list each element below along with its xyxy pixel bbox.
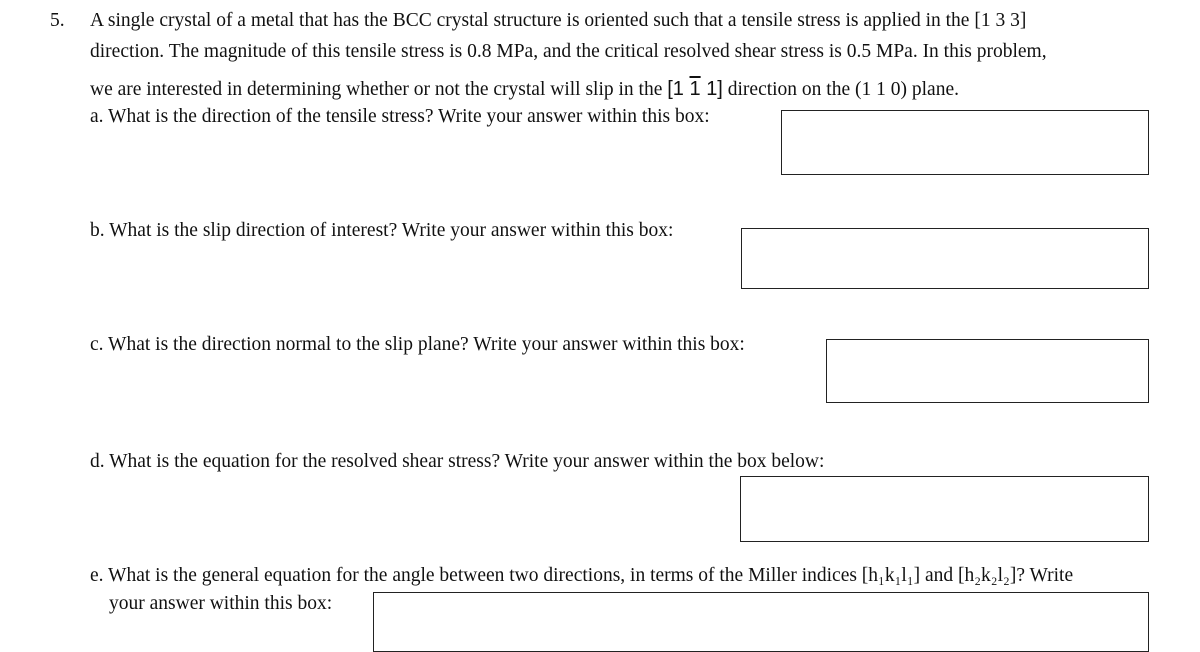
slip-direction-notation xyxy=(667,78,723,100)
question-a-text: a. What is the direction of the tensile stress? Write your answer within this box: xyxy=(90,106,710,127)
answer-box-c[interactable] xyxy=(826,339,1149,403)
answer-box-d[interactable] xyxy=(740,476,1149,542)
question-e-line-2: your answer within this box: xyxy=(109,593,333,614)
slip-direction-bar-index: 1 xyxy=(689,78,701,100)
problem-number: 5. xyxy=(50,10,65,31)
slip-direction-close: 1] xyxy=(706,78,723,100)
question-c-text: c. What is the direction normal to the slip plane? Write your answer within this box: xyxy=(90,334,745,355)
problem-line-3 xyxy=(90,77,959,102)
question-b-text: b. What is the slip direction of interest? Write your answer within this box: xyxy=(90,220,674,241)
problem-line-3-pre: we are interested in determining whether or not the crystal will slip in the xyxy=(90,79,663,100)
answer-box-a[interactable] xyxy=(781,110,1149,175)
problem-line-2: direction. The magnitude of this tensile stress is 0.8 MPa, and the critical resolved shear stress is 0.5 MPa. In this problem, xyxy=(90,41,1047,62)
problem-line-1: A single crystal of a metal that has the BCC crystal structure is oriented such that a tensile stress is applied in the [1 3 3] xyxy=(90,10,1027,31)
answer-box-b[interactable] xyxy=(741,228,1149,289)
question-d-text: d. What is the equation for the resolved shear stress? Write your answer within the box below: xyxy=(90,451,825,472)
slip-direction-open: [1 xyxy=(667,78,684,100)
problem-line-3-post: direction on the (1 1 0) plane. xyxy=(727,79,959,100)
answer-box-e[interactable] xyxy=(373,592,1149,652)
question-e-line-1: e. What is the general equation for the angle between two directions, in terms of the Miller indices [h₁k₁l₁] and [h₂k₂l₂]? Write xyxy=(90,565,1074,586)
